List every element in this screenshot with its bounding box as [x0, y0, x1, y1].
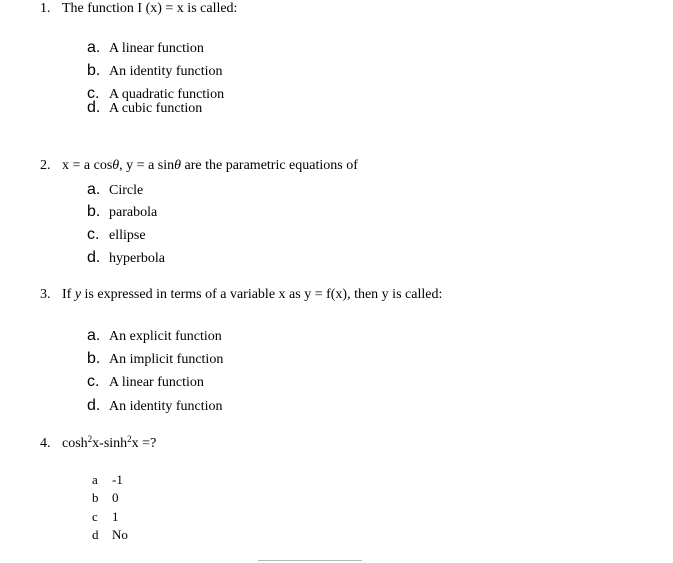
option-letter: b. — [87, 62, 101, 79]
question-text-part: If — [62, 287, 75, 302]
option-letter: b. — [87, 203, 101, 220]
option-text: An explicit function — [109, 329, 222, 344]
question-text-part: is expressed in terms of a variable x as y = f(x), then y is called: — [81, 287, 443, 302]
option-text: No — [112, 527, 128, 542]
option-letter: d — [92, 527, 99, 542]
option-2b — [87, 204, 157, 220]
option-text: parabola — [109, 205, 158, 220]
option-1d — [87, 100, 202, 116]
option-letter: c — [92, 509, 98, 524]
option-text: A cubic function — [109, 101, 203, 116]
theta-symbol: θ — [174, 158, 182, 173]
option-letter: a. — [87, 39, 101, 56]
option-3a — [87, 328, 222, 344]
question-2 — [40, 159, 358, 173]
option-letter: d. — [87, 249, 101, 266]
option-1b — [87, 63, 223, 79]
option-3d — [87, 398, 223, 414]
variable-y: y — [74, 287, 82, 302]
option-letter: b. — [87, 350, 101, 367]
option-letter: c. — [87, 373, 100, 390]
option-letter: d. — [87, 397, 101, 414]
question-text: The function I (x) = x is called: — [62, 1, 238, 16]
option-text: An identity function — [109, 64, 223, 79]
option-4b — [92, 491, 119, 504]
option-text: An implicit function — [109, 352, 224, 367]
option-letter: b — [92, 490, 99, 505]
option-text: 0 — [112, 490, 119, 505]
superscript: 2 — [87, 434, 93, 444]
option-3c — [87, 374, 204, 390]
option-4a — [92, 473, 123, 486]
option-text: Circle — [109, 183, 144, 198]
option-2d — [87, 250, 165, 266]
superscript: 2 — [127, 434, 132, 444]
option-text: A quadratic function — [109, 87, 225, 102]
question-text-part: are the parametric equations of — [181, 158, 358, 173]
question-4 — [40, 434, 157, 451]
question-number: 2. — [40, 158, 51, 173]
option-4c — [92, 510, 119, 523]
option-letter: a. — [87, 327, 101, 344]
option-text: hyperbola — [109, 251, 165, 266]
option-text: A linear function — [109, 41, 204, 56]
question-text-part: cosh — [62, 436, 88, 451]
question-3 — [40, 288, 442, 302]
question-text-part: x-sinh — [92, 436, 128, 451]
option-2a — [87, 182, 143, 198]
option-text: An identity function — [109, 399, 223, 414]
option-text: -1 — [112, 472, 123, 487]
question-number: 4. — [40, 436, 51, 451]
question-text-part: x =? — [131, 436, 157, 451]
option-text: A linear function — [109, 375, 204, 390]
option-1a — [87, 40, 204, 56]
theta-symbol: θ — [112, 158, 120, 173]
question-number: 3. — [40, 287, 51, 302]
option-letter: c. — [87, 85, 100, 102]
option-letter: d. — [87, 99, 101, 116]
option-letter: a — [92, 472, 98, 487]
question-number: 1. — [40, 1, 51, 16]
option-2c — [87, 227, 146, 243]
question-text-part: x = a cos — [62, 158, 113, 173]
option-4d — [92, 528, 128, 541]
option-letter: c. — [87, 226, 100, 243]
question-text-part: , y = a sin — [119, 158, 175, 173]
page-divider — [258, 560, 362, 561]
option-text: ellipse — [109, 228, 146, 243]
option-text: 1 — [112, 509, 119, 524]
option-3b — [87, 351, 223, 367]
option-letter: a. — [87, 181, 101, 198]
question-1 — [40, 2, 237, 16]
